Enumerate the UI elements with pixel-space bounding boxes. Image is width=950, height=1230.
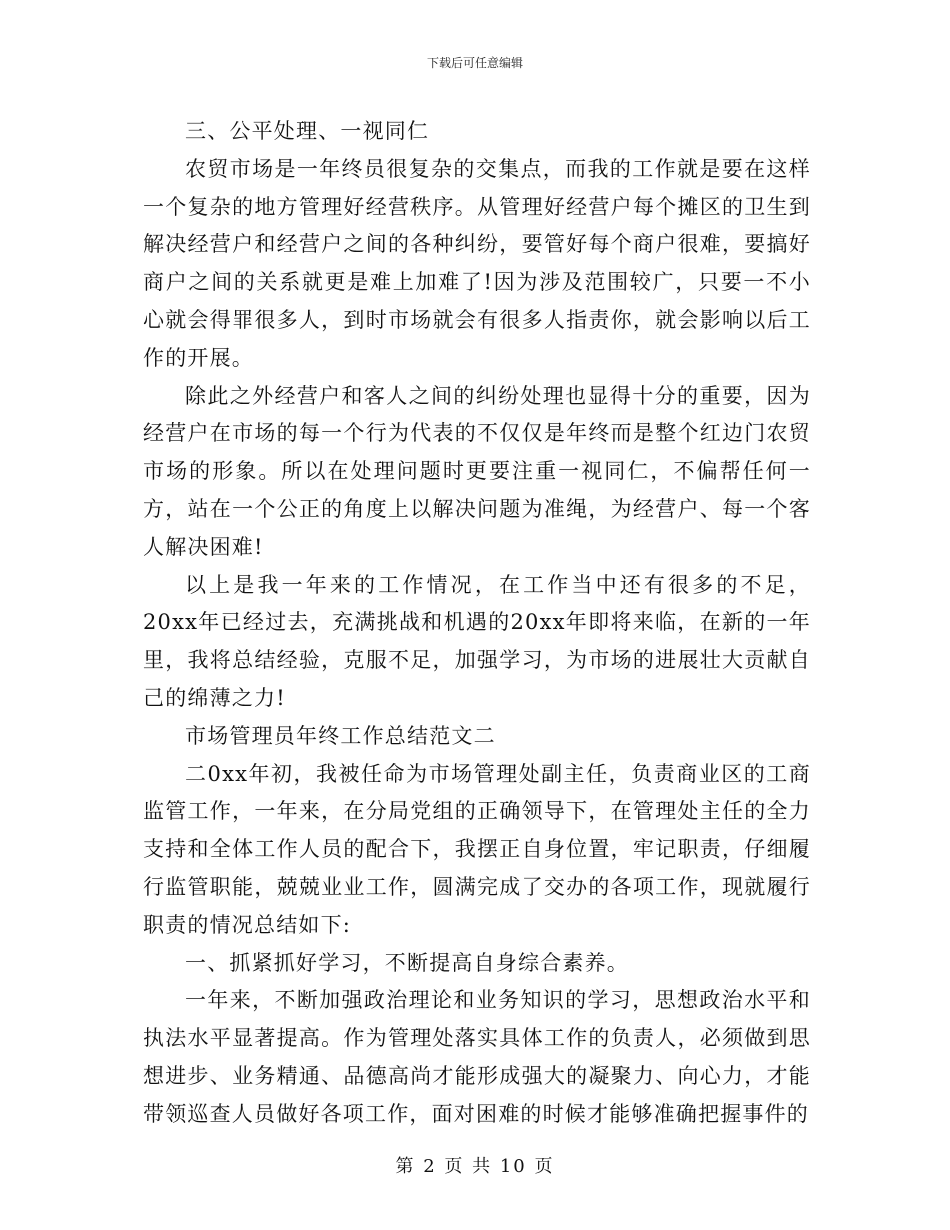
paragraph: 二0xx年初，我被任命为市场管理处副主任，负责商业区的工商监管工作，一年来，在分局党组的正确领导下，在管理处主任的全力支持和全体工作人员的配合下，我摆正自身位置，牢记职责，仔细履行监管职能，兢兢业业工作，圆满完成了交办的各项工作，现就履行职责的情况总结如下: xyxy=(143,761,811,937)
page-header: 下载后可任意编辑 xyxy=(426,56,523,70)
page-footer: 第 2 页 共 10 页 xyxy=(395,1156,555,1177)
section-heading: 一、抓紧抓好学习，不断提高自身综合素养。 xyxy=(185,950,629,975)
section-heading: 三、公平处理、一视同仁 xyxy=(185,119,430,143)
paragraph: 农贸市场是一年终员很复杂的交集点，而我的工作就是要在这样一个复杂的地方管理好经营秩序。从管理好经营户每个摊区的卫生到解决经营户和经营户之间的各种纠纷，要管好每个商户很难，要搞好商户之间的关系就更是难上加难了!因为涉及范围较广，只要一不小心就会得罪很多人，到时市场就会有很多人指责你，就会影响以后工作的开展。 xyxy=(143,156,811,370)
section-title: 市场管理员年终工作总结范文二 xyxy=(185,723,496,748)
paragraph: 一年来，不断加强政治理论和业务知识的学习，思想政治水平和执法水平显著提高。作为管理处落实具体工作的负责人，必须做到思想进步、业务精通、品德高尚才能形成强大的凝聚力、向心力，才能带领巡查人员做好各项工作，面对困难的时候才能够准确把握事件的 xyxy=(143,988,811,1126)
paragraph: 除此之外经营户和客人之间的纠纷处理也显得十分的重要，因为经营户在市场的每一个行为代表的不仅仅是年终而是整个红边门农贸市场的形象。所以在处理问题时更要注重一视同仁，不偏帮任何一方，站在一个公正的角度上以解决问题为准绳，为经营户、每一个客人解决困难! xyxy=(143,383,811,559)
document-body xyxy=(143,113,811,1134)
paragraph: 以上是我一年来的工作情况，在工作当中还有很多的不足，20xx年已经过去，充满挑战和机遇的20xx年即将来临，在新的一年里，我将总结经验，克服不足，加强学习，为市场的进展壮大贡献自己的绵薄之力! xyxy=(143,572,811,710)
